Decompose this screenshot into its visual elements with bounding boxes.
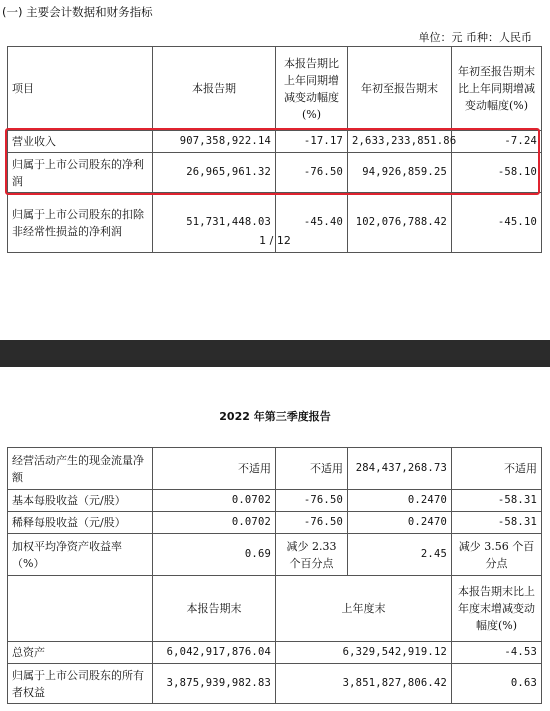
cell-value: -58.10 <box>452 153 542 193</box>
header-ytd: 年初至报告期末 <box>348 47 452 131</box>
subheader-prior-year-end: 上年度末 <box>276 576 452 642</box>
cell-value: 3,851,827,806.42 <box>276 664 452 704</box>
cell-value: 不适用 <box>276 448 348 490</box>
cell-value: 0.2470 <box>348 512 452 534</box>
row-label: 归属于上市公司股东的扣除非经常性损益的净利润 <box>8 193 153 253</box>
subheader-empty <box>8 576 153 642</box>
cell-value: 减少 2.33 个百分点 <box>276 534 348 576</box>
cell-value: 94,926,859.25 <box>348 153 452 193</box>
row-label: 稀释每股收益（元/股） <box>8 512 153 534</box>
cell-value: 0.0702 <box>153 490 276 512</box>
row-label: 归属于上市公司股东的净利润 <box>8 153 153 193</box>
table-row <box>8 490 542 512</box>
cell-value: -45.10 <box>452 193 542 253</box>
row-label: 基本每股收益（元/股） <box>8 490 153 512</box>
cell-value: -4.53 <box>452 642 542 664</box>
page-divider <box>0 340 550 367</box>
cell-value: 2,633,233,851.86 <box>348 131 452 153</box>
table-row <box>8 153 542 193</box>
per-share-and-assets-table <box>7 447 542 704</box>
header-current-period: 本报告期 <box>153 47 276 131</box>
cell-value: -76.50 <box>276 153 348 193</box>
table-row <box>8 664 542 704</box>
cell-value: 26,965,961.32 <box>153 153 276 193</box>
table-subheader-row <box>8 576 542 642</box>
cell-value: 减少 3.56 个百分点 <box>452 534 542 576</box>
header-item: 项目 <box>8 47 153 131</box>
table-row <box>8 131 542 153</box>
row-label: 总资产 <box>8 642 153 664</box>
cell-value: 3,875,939,982.83 <box>153 664 276 704</box>
header-ytd-change: 年初至报告期末比上年同期增减变动幅度(%) <box>452 47 542 131</box>
table-header-row <box>8 47 542 131</box>
subheader-change: 本报告期末比上年度末增减变动幅度(%) <box>452 576 542 642</box>
row-label: 经营活动产生的现金流量净额 <box>8 448 153 490</box>
cell-value: 2.45 <box>348 534 452 576</box>
cell-value: -58.31 <box>452 512 542 534</box>
section-title: (一) 主要会计数据和财务指标 <box>2 5 153 19</box>
cell-value: -76.50 <box>276 512 348 534</box>
cell-value: 0.63 <box>452 664 542 704</box>
cell-value: -7.24 <box>452 131 542 153</box>
row-label: 归属于上市公司股东的所有者权益 <box>8 664 153 704</box>
report-title: 2022 年第三季度报告 <box>219 410 331 423</box>
row-label: 加权平均净资产收益率（%） <box>8 534 153 576</box>
cell-value: 284,437,268.73 <box>348 448 452 490</box>
cell-value: 0.0702 <box>153 512 276 534</box>
cell-value: 不适用 <box>153 448 276 490</box>
cell-value: -17.17 <box>276 131 348 153</box>
cell-value: -58.31 <box>452 490 542 512</box>
cell-value: 6,329,542,919.12 <box>276 642 452 664</box>
table-row <box>8 642 542 664</box>
cell-value: 不适用 <box>452 448 542 490</box>
table-row <box>8 512 542 534</box>
row-label: 营业收入 <box>8 131 153 153</box>
cell-value: 0.2470 <box>348 490 452 512</box>
cell-value: 51,731,448.03 <box>153 193 276 253</box>
unit-currency-line: 单位：元 币种：人民币 <box>418 31 532 44</box>
cell-value: 907,358,922.14 <box>153 131 276 153</box>
page-number: 1 / 12 <box>259 234 291 247</box>
cell-value: -76.50 <box>276 490 348 512</box>
cell-value: 6,042,917,876.04 <box>153 642 276 664</box>
subheader-period-end: 本报告期末 <box>153 576 276 642</box>
table-row <box>8 534 542 576</box>
cell-value: 102,076,788.42 <box>348 193 452 253</box>
key-financial-data-table <box>7 46 542 253</box>
cell-value: 0.69 <box>153 534 276 576</box>
header-current-change: 本报告期比上年同期增减变动幅度(%) <box>276 47 348 131</box>
table-row <box>8 448 542 490</box>
cell-value: -45.40 <box>276 193 348 253</box>
